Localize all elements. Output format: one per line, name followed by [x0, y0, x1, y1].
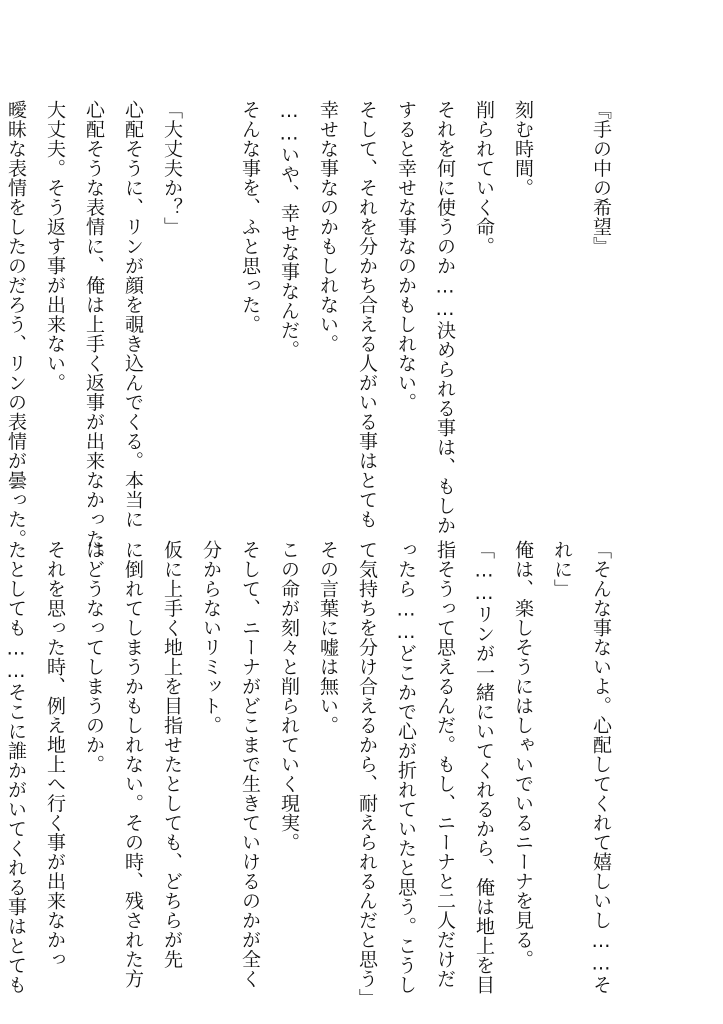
text-column: そして、それを分かち合える人がいる事はとても: [356, 100, 378, 529]
text-column: それを何に使うのか……決められる事は、もしか: [434, 100, 456, 535]
text-column: 『手の中の希望』: [590, 100, 612, 256]
text-column: [191, 100, 230, 500]
text-column: はどうなってしまうのか。: [83, 540, 105, 774]
text-column: 指そうって思えるんだ。もし、ニーナと二人だけだ: [434, 540, 456, 989]
text-column: 削られていく命。: [473, 100, 495, 256]
text-column: 「そんな事ないよ。心配してくれて嬉しいし……そ: [590, 540, 612, 995]
text-column: ったら……どこかで心が折れていたと思う。こうし: [395, 540, 417, 995]
text-column: そして、ニーナがどこまで生きていけるのかが全く: [239, 540, 261, 989]
text-column: それを思った時、例え地上へ行く事が出来なかっ: [44, 540, 66, 969]
text-column: すると幸せな事なのかもしれない。: [395, 100, 417, 412]
text-column: たとしても……そこに誰かがいてくれる事はとても: [5, 540, 27, 995]
text-column: 大丈夫。そう返す事が出来ない。: [44, 100, 66, 393]
text-column: 心配そうな表情に、俺は上手く返事が出来なかった。: [83, 100, 105, 568]
text-column: 分からないリミット。: [200, 540, 222, 735]
text-column: ……いや、幸せな事なんだ。: [278, 100, 300, 360]
text-column: に倒れてしまうかもしれない。その時、残された方: [122, 540, 144, 989]
text-column: 俺は、楽しそうにはしゃいでいるニーナを見る。: [512, 540, 534, 969]
text-column: れに」: [551, 540, 573, 599]
text-column: 「大丈夫か？」: [161, 100, 183, 237]
text-column: [542, 100, 581, 500]
lower-text-block: [0, 540, 620, 1008]
text-column: この命が刻々と削られていく現実。: [278, 540, 300, 852]
text-column: 「……リンが一緒にいてくれるから、俺は地上を目: [473, 540, 495, 995]
text-column: て気持ちを分け合えるから、耐えられるんだと思う」: [356, 540, 378, 1008]
text-column: 曖昧な表情をしたのだろう、リンの表情が曇った。: [5, 100, 27, 549]
text-column: そんな事を、ふと思った。: [239, 100, 261, 334]
upper-text-block: [0, 100, 620, 568]
text-column: 刻む時間。: [512, 100, 534, 198]
text-column: 心配そうに、リンが顔を覗き込んでくる。本当に: [122, 100, 144, 529]
text-column: その言葉に嘘は無い。: [317, 540, 339, 735]
text-column: 幸せな事なのかもしれない。: [317, 100, 339, 354]
text-column: 仮に上手く地上を目指せたとしても、どちらが先: [161, 540, 183, 969]
